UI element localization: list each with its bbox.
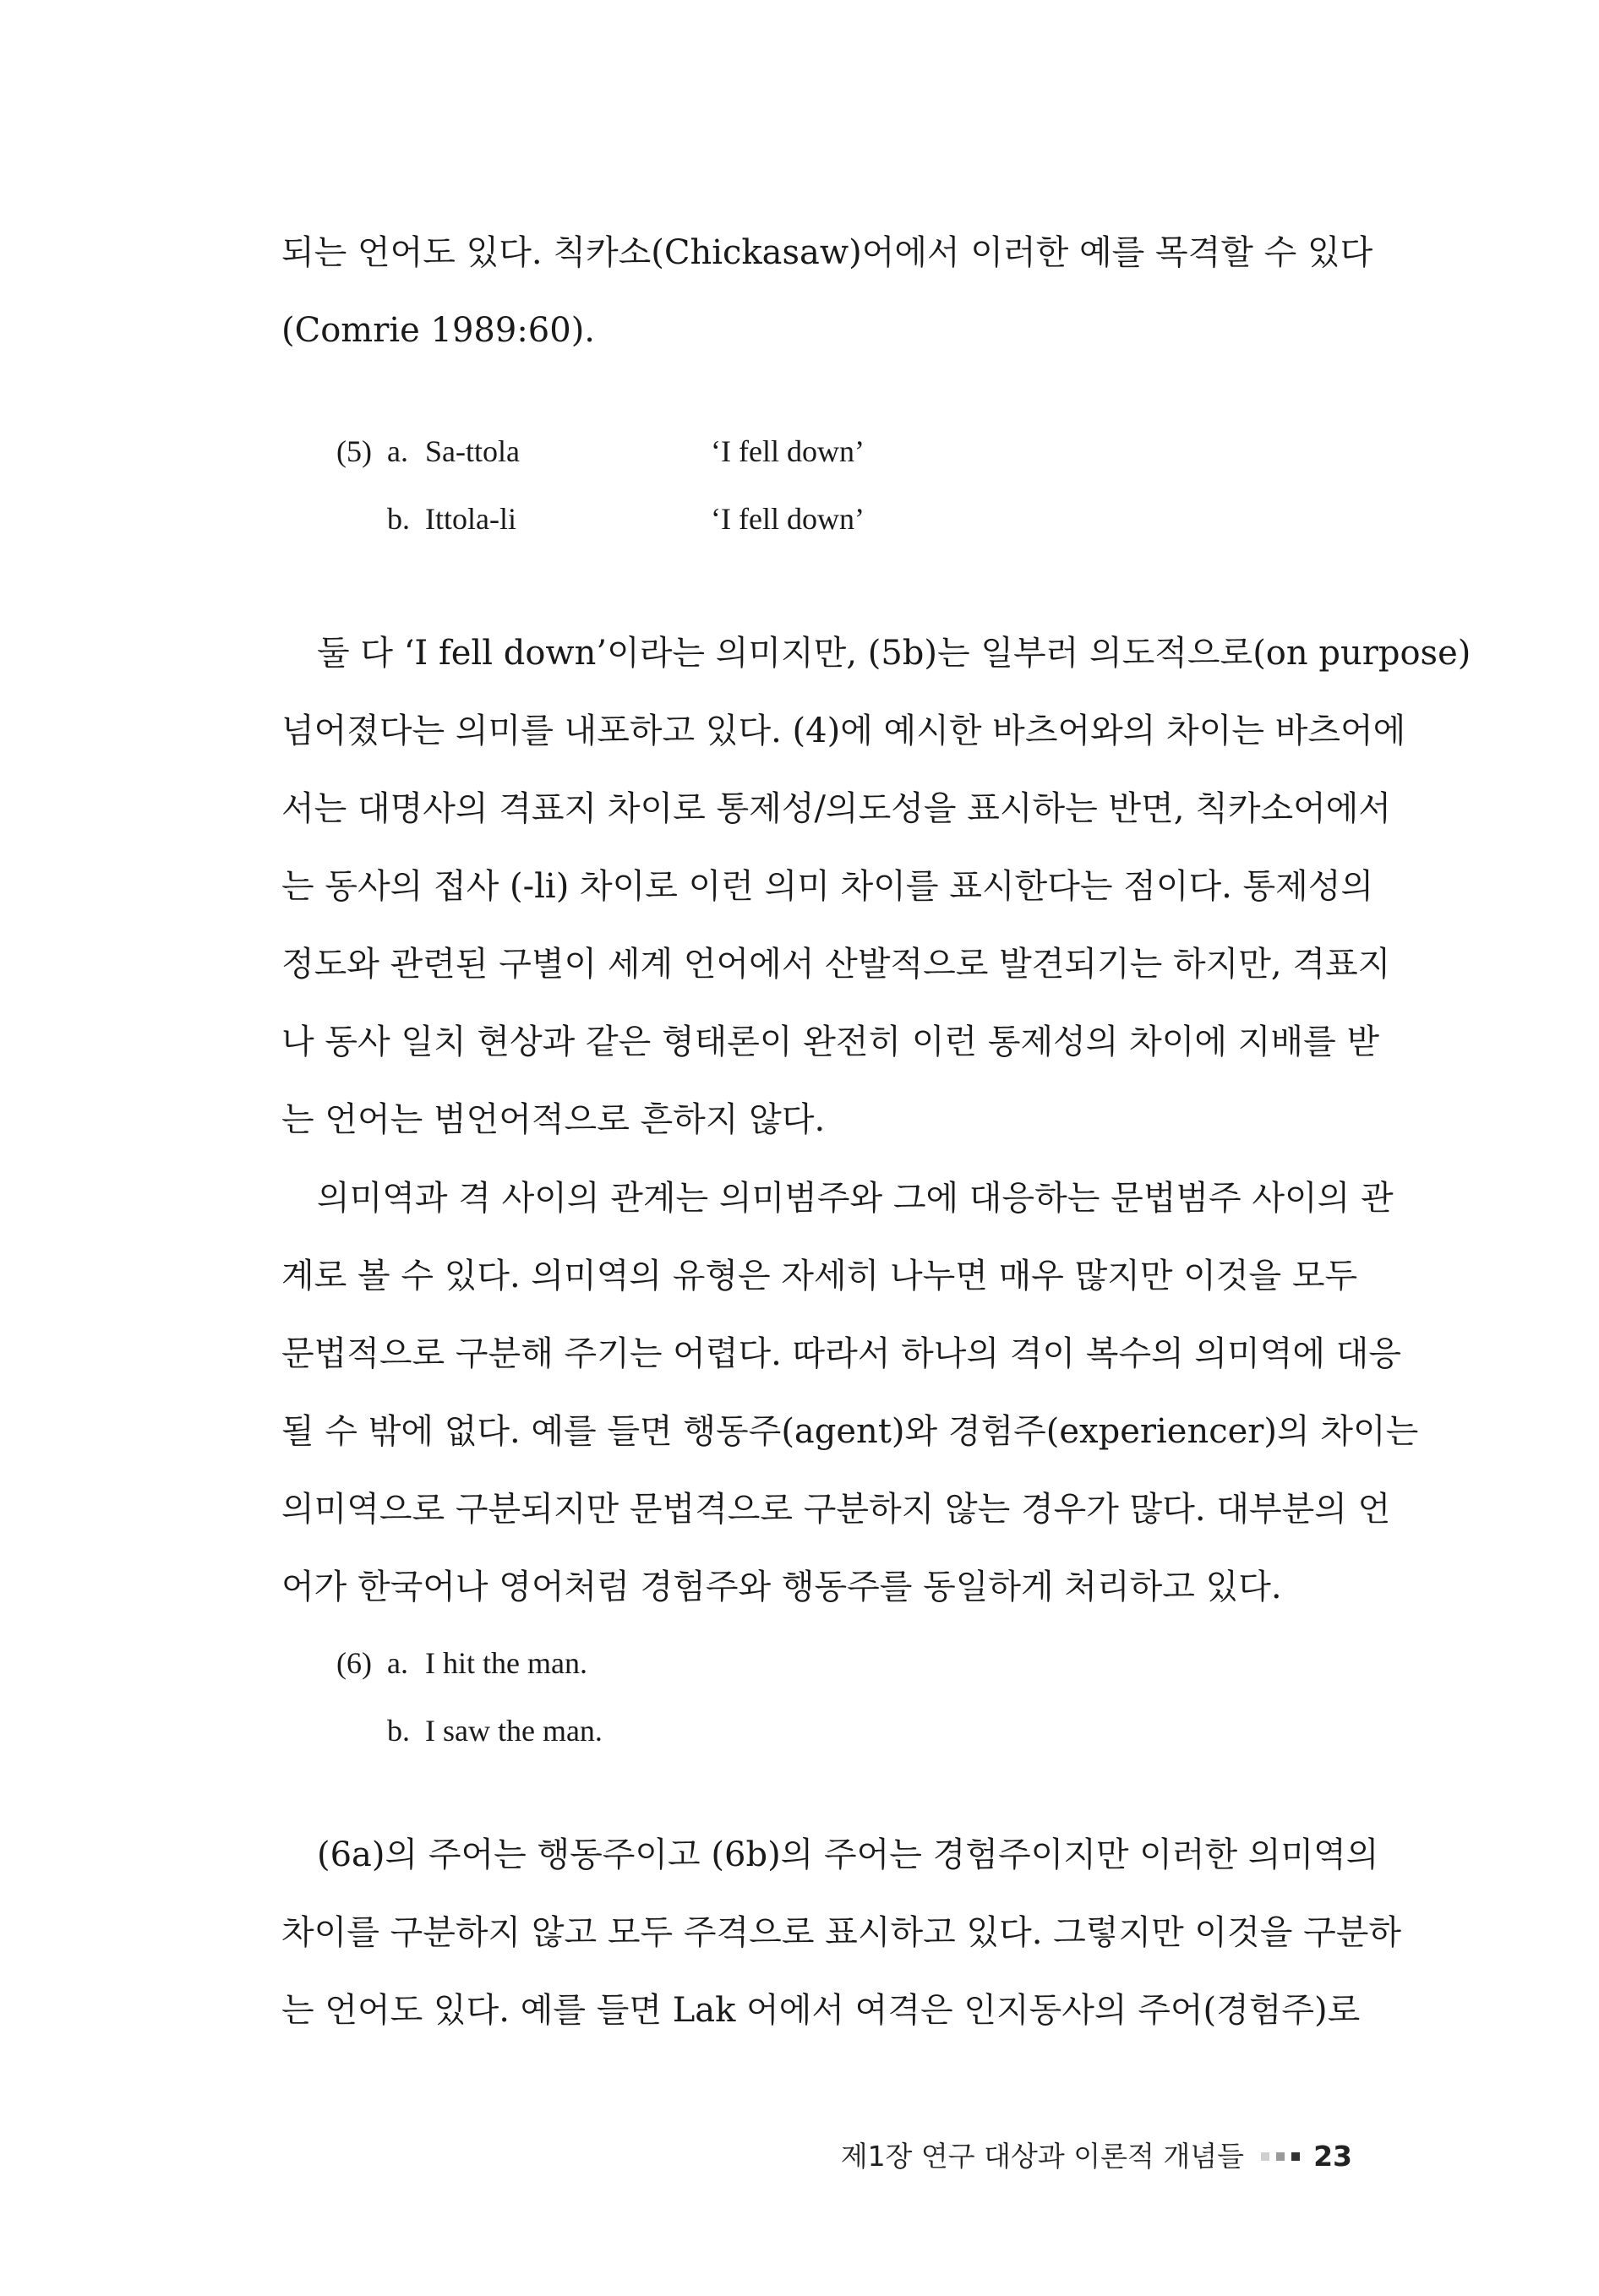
example-item [336, 1629, 1097, 1697]
text-line: 의미역으로 구분되지만 문법격으로 구분하지 않는 경우가 많다. 대부분의 언 [281, 1490, 1391, 1529]
page-number: 23 [1313, 2140, 1352, 2173]
text-line: 될 수 밖에 없다. 예를 들면 행동주(agent)와 경험주(experiencer)의 차이는 [281, 1412, 1419, 1451]
example-item [336, 485, 1097, 553]
text-line: (6a)의 주어는 행동주이고 (6b)의 주어는 경험주이지만 이러한 의미역의 [317, 1835, 1379, 1874]
paragraph-3 [281, 1159, 1419, 1626]
example-5 [336, 417, 1097, 553]
text-line: 문법적으로 구분해 주기는 어렵다. 따라서 하나의 격이 복수의 의미역에 대응 [281, 1334, 1401, 1373]
example-form: I hit the man. [425, 1646, 587, 1680]
text-line: 차이를 구분하지 않고 모두 주격으로 표시하고 있다. 그렇지만 이것을 구분하 [281, 1913, 1401, 1952]
text-line: 의미역과 격 사이의 관계는 의미범주와 그에 대응하는 문법범주 사이의 관 [317, 1179, 1394, 1218]
example-item [336, 1697, 1097, 1764]
example-number: (6) [336, 1646, 372, 1680]
text-line: 는 동사의 접사 (-li) 차이로 이런 의미 차이를 표시한다는 점이다. 통제성의 [281, 867, 1374, 906]
example-form: Sa-ttola [425, 434, 520, 468]
paragraph-2 [281, 614, 1471, 1159]
text-line: 되는 언어도 있다. 칙카소(Chickasaw)어에서 이러한 예를 목격할 수 있다 [281, 233, 1373, 272]
text-line: 계로 볼 수 있다. 의미역의 유형은 자세히 나누면 매우 많지만 이것을 모두 [281, 1257, 1358, 1295]
example-label: b. [387, 502, 410, 536]
text-line: 정도와 관련된 구별이 세계 언어에서 산발적으로 발견되기는 하지만, 격표지 [281, 945, 1391, 984]
square-bullet-icon [1261, 2152, 1269, 2161]
square-bullet-icon [1276, 2152, 1285, 2161]
example-label: a. [387, 434, 408, 468]
text-line: 나 동사 일치 현상과 같은 형태론이 완전히 이런 통제성의 차이에 지배를 받 [281, 1023, 1380, 1061]
text-line: 둘 다 ‘I fell down’이라는 의미지만, (5b)는 일부러 의도적으로(on purpose) [317, 634, 1471, 673]
paragraph-4 [281, 1816, 1401, 2049]
example-6 [336, 1629, 1097, 1764]
text-line: 서는 대명사의 격표지 차이로 통제성/의도성을 표시하는 반면, 칙카소어에서 [281, 789, 1392, 828]
text-line: 는 언어는 범언어적으로 흔하지 않다. [281, 1100, 826, 1139]
footer-dots-icon [1261, 2152, 1300, 2161]
paragraph-intro [281, 214, 1373, 369]
example-form: Ittola-li [425, 502, 516, 536]
chapter-title: 제1장 연구 대상과 이론적 개념들 [840, 2140, 1245, 2173]
example-gloss: ‘I fell down’ [711, 434, 865, 468]
text-line: 넘어졌다는 의미를 내포하고 있다. (4)에 예시한 바츠어와의 차이는 바츠어에 [281, 712, 1406, 750]
example-gloss: ‘I fell down’ [711, 502, 865, 536]
text-line: 어가 한국어나 영어처럼 경험주와 행동주를 동일하게 처리하고 있다. [281, 1568, 1282, 1606]
example-item [336, 417, 1097, 485]
example-label: b. [387, 1714, 410, 1748]
text-line: (Comrie 1989:60). [281, 311, 596, 350]
text-line: 는 언어도 있다. 예를 들면 Lak 어에서 여격은 인지동사의 주어(경험주)로 [281, 1991, 1361, 2030]
example-label: a. [387, 1646, 408, 1680]
running-footer [841, 2131, 1352, 2182]
example-number: (5) [336, 434, 372, 468]
example-form: I saw the man. [425, 1714, 603, 1748]
square-bullet-icon [1291, 2152, 1300, 2161]
